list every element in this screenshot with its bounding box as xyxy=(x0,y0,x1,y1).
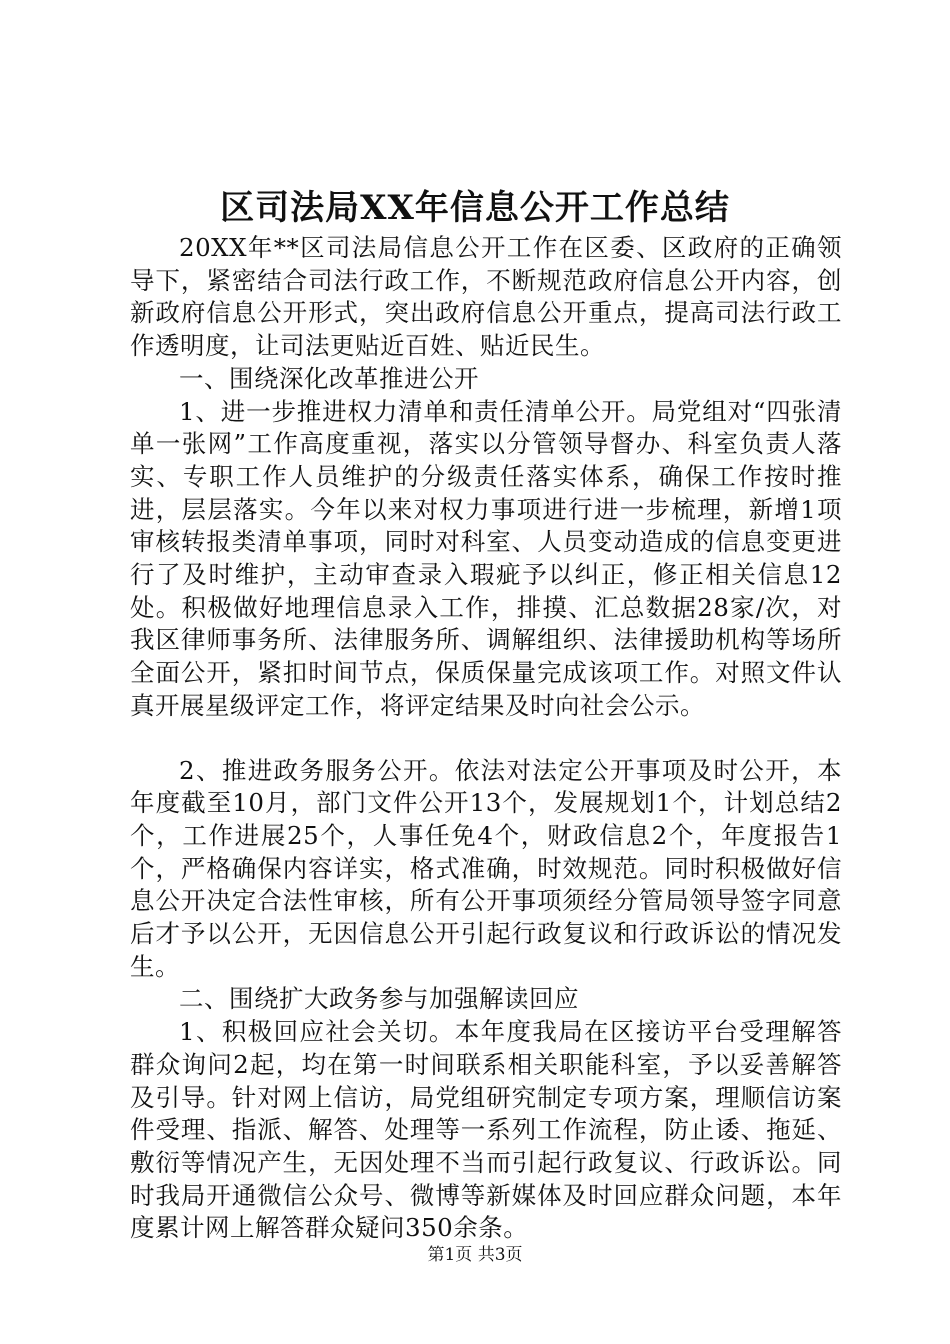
paragraph-1-2: 2、推进政务服务公开。依法对法定公开事项及时公开，本年度截至10月，部门文件公开13个，发展规划1个，计划总结2个，工作进展25个，人事任免4个，财政信息2个，年度报告1个，严格确保内容详实，格式准确，时效规范。同时积极做好信息公开决定合法性审核，所有公开事项须经分管局领导签字同意后才予以公开，无因信息公开引起行政复议和行政诉讼的情况发生。 xyxy=(130,755,842,981)
paragraph-intro: 20XX年**区司法局信息公开工作在区委、区政府的正确领导下，紧密结合司法行政工作，不断规范政府信息公开内容，创新政府信息公开形式，突出政府信息公开重点，提高司法行政工作透明度，让司法更贴近百姓、贴近民生。 xyxy=(130,233,842,361)
document-title: 区司法局XX年信息公开工作总结 xyxy=(220,188,730,228)
section-heading-1: 一、围绕深化改革推进公开 xyxy=(179,363,479,393)
section-heading-2: 二、围绕扩大政务参与加强解读回应 xyxy=(179,984,579,1014)
page-number: 第1页 共3页 xyxy=(427,1245,523,1265)
document-body xyxy=(130,232,842,1245)
paragraph-2-1: 1、积极回应社会关切。本年度我局在区接访平台受理解答群众询问2起，均在第一时间联系相关职能科室，予以妥善解答及引导。针对网上信访，局党组研究制定专项方案，理顺信访案件受理、指派、解答、处理等一系列工作流程，防止诿、拖延、敷衍等情况产生，无因处理不当而引起行政复议、行政诉讼。同时我局开通微信公众号、微博等新媒体及时回应群众问题，本年度累计网上解答群众疑问350余条。 xyxy=(130,1017,842,1243)
paragraph-1-1: 1、进一步推进权力清单和责任清单公开。局党组对“四张清单一张网”工作高度重视，落实以分管领导督办、科室负责人落实、专职工作人员维护的分级责任落实体系，确保工作按时推进，层层落实。今年以来对权力事项进行进一步梳理，新增1项审核转报类清单事项，同时对科室、人员变动造成的信息变更进行了及时维护，主动审查录入瑕疵予以纠正，修正相关信息12处。积极做好地理信息录入工作，排摸、汇总数据28家/次，对我区律师事务所、法律服务所、调解组织、法律援助机构等场所全面公开，紧扣时间节点，保质保量完成该项工作。对照文件认真开展星级评定工作，将评定结果及时向社会公示。 xyxy=(130,396,842,720)
